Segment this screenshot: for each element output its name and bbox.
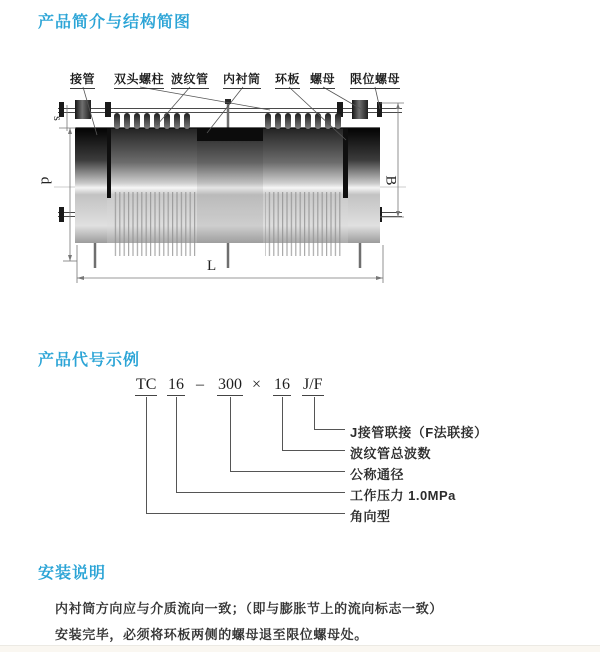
code-token-times: × — [252, 376, 262, 393]
part-label-bellows: 波纹管 — [171, 70, 209, 89]
expansion-joint-diagram — [40, 65, 460, 315]
code-token-diameter: 300 — [217, 376, 243, 396]
callout-line — [146, 397, 147, 513]
dim-label-B: B — [382, 175, 399, 186]
callout-line — [230, 471, 345, 472]
code-token-waves: 16 — [273, 376, 291, 396]
callout-wave-count: 波纹管总波数 — [350, 446, 432, 461]
dim-label-L: L — [207, 258, 217, 274]
code-token-connection: J/F — [302, 376, 324, 396]
callout-line — [282, 450, 345, 451]
callout-line — [146, 513, 345, 514]
callout-line — [314, 397, 315, 429]
section-title-code: 产品代号示例 — [38, 352, 141, 369]
section-title-intro: 产品简介与结构简图 — [38, 14, 192, 31]
dim-label-d: d — [37, 176, 54, 185]
install-instruction-line: 内衬筒方向应与介质流向一致；（即与膨胀节上的流向标志一致） — [55, 601, 443, 616]
section-title-install: 安装说明 — [38, 565, 107, 582]
code-token-type: TC — [135, 376, 157, 396]
part-label-ring-plate: 环板 — [275, 70, 300, 89]
callout-connection-type: J接管联接（F法联接） — [350, 425, 488, 440]
dim-label-s: s — [50, 116, 65, 121]
callout-nominal-diameter: 公称通径 — [350, 467, 405, 482]
code-token-dash: – — [196, 376, 204, 393]
part-label-limit-nut: 限位螺母 — [350, 70, 400, 89]
install-instruction-line: 安装完毕，必须将环板两侧的螺母退至限位螺母处。 — [55, 627, 368, 642]
callout-line — [314, 429, 345, 430]
callout-line — [230, 397, 231, 471]
part-label-nut: 螺母 — [310, 70, 335, 89]
code-token-pressure: 16 — [167, 376, 185, 396]
callout-angular-type: 角向型 — [350, 509, 391, 524]
part-label-connecting-pipe: 接管 — [70, 70, 95, 89]
callout-working-pressure: 工作压力 1.0MPa — [350, 488, 456, 503]
callout-line — [282, 397, 283, 450]
callout-line — [176, 397, 177, 492]
page-bottom-edge — [0, 645, 600, 652]
part-label-inner-sleeve: 内衬筒 — [223, 70, 261, 89]
part-label-double-stud: 双头螺柱 — [114, 70, 164, 89]
callout-line — [176, 492, 345, 493]
